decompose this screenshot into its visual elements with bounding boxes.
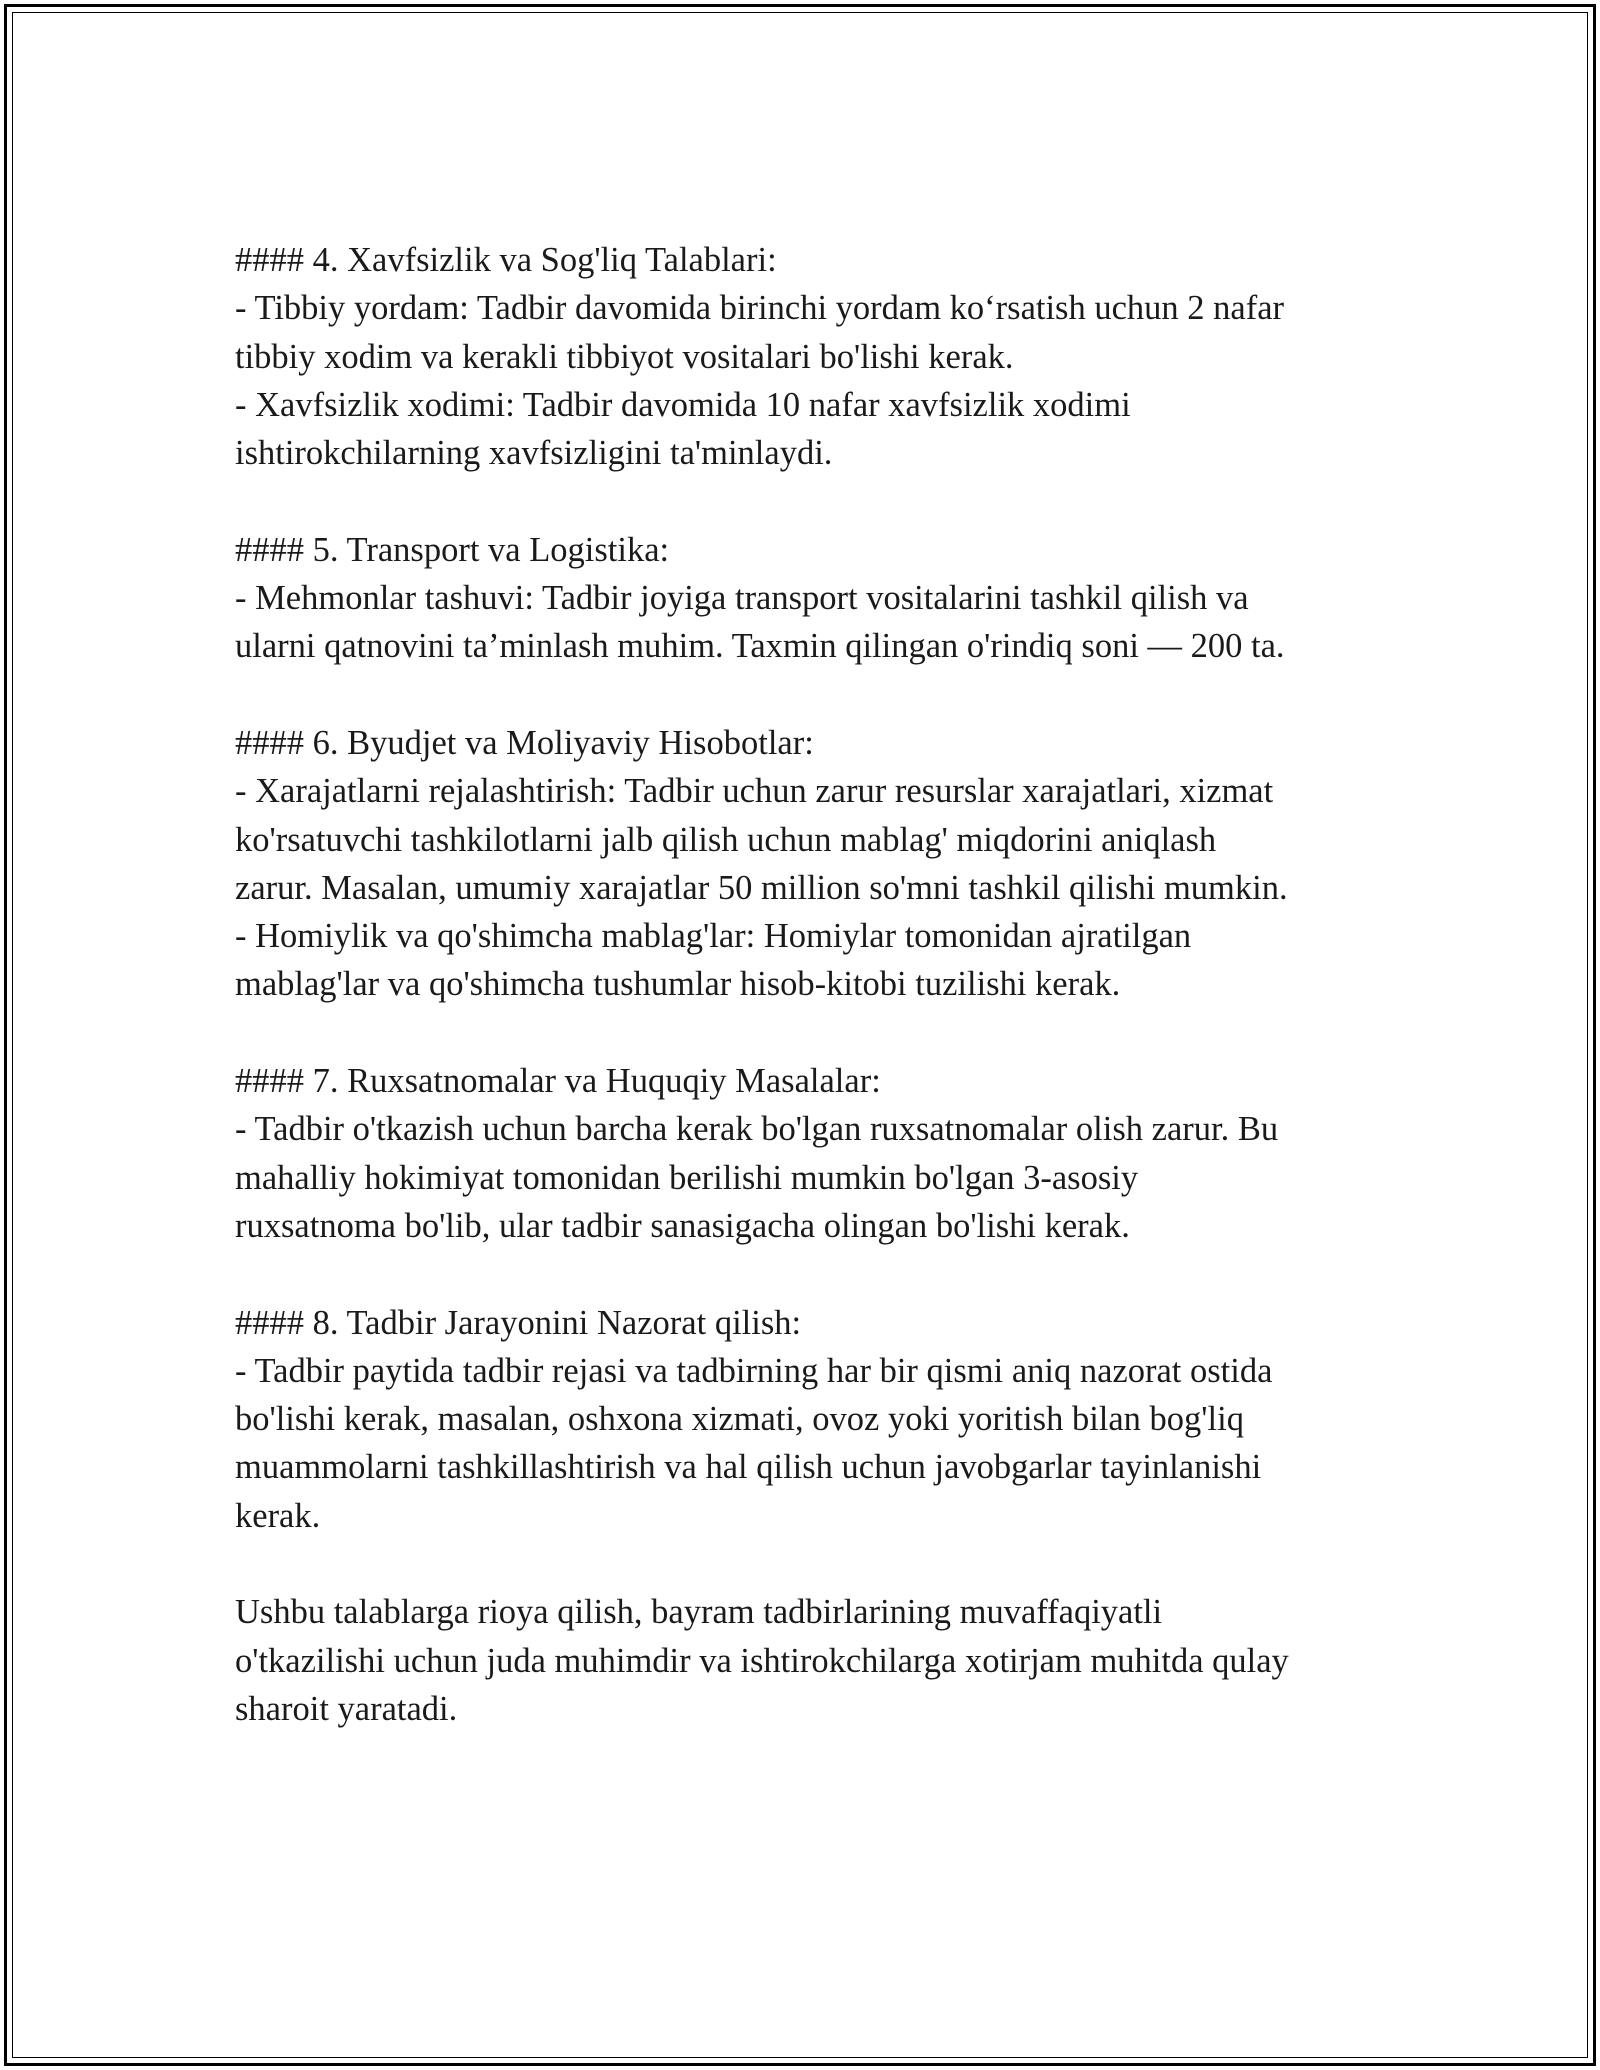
- text-line: - Xarajatlarni rejalashtirish: Tadbir uchun zarur resurslar xarajatlari, xizmat: [235, 772, 1274, 811]
- text-line: mahalliy hokimiyat tomonidan berilishi mumkin bo'lgan 3-asosiy: [235, 1158, 1139, 1197]
- text-line: - Tibbiy yordam: Tadbir davomida birinchi yordam ko‘rsatish uchun 2 nafar: [235, 289, 1285, 328]
- text-line: zarur. Masalan, umumiy xarajatlar 50 million so'mni tashkil qilishi mumkin.: [235, 868, 1288, 907]
- text-line: muammolarni tashkillashtirish va hal qilish uchun javobgarlar tayinlanishi: [235, 1448, 1262, 1487]
- text-line: - Tadbir paytida tadbir rejasi va tadbirning har bir qismi aniq nazorat ostida: [235, 1351, 1273, 1390]
- section-conclusion: [235, 1588, 1385, 1733]
- text-line: o'tkazilishi uchun juda muhimdir va ishtirokchilarga xotirjam muhitda qulay: [235, 1641, 1289, 1680]
- text-line: mablag'lar va qo'shimcha tushumlar hisob-kitobi tuzilishi kerak.: [235, 965, 1121, 1004]
- text-line: - Homiylik va qo'shimcha mablag'lar: Homiylar tomonidan ajratilgan: [235, 917, 1192, 956]
- text-line: kerak.: [235, 1496, 321, 1535]
- section-heading: #### 7. Ruxsatnomalar va Huquqiy Masalalar:: [235, 1062, 881, 1101]
- text-line: - Xavfsizlik xodimi: Tadbir davomida 10 nafar xavfsizlik xodimi: [235, 385, 1131, 424]
- text-line: sharoit yaratadi.: [235, 1689, 458, 1728]
- text-line: ruxsatnoma bo'lib, ular tadbir sanasigacha olingan bo'lishi kerak.: [235, 1206, 1130, 1245]
- text-line: - Tadbir o'tkazish uchun barcha kerak bo'lgan ruxsatnomalar olish zarur. Bu: [235, 1110, 1279, 1149]
- section-event-control: [235, 1299, 1385, 1540]
- section-budget-finance: [235, 719, 1385, 1009]
- section-permits-legal: [235, 1057, 1385, 1250]
- section-heading: #### 8. Tadbir Jarayonini Nazorat qilish:: [235, 1303, 802, 1342]
- text-line: ishtirokchilarning xavfsizligini ta'minlaydi.: [235, 434, 833, 473]
- section-security-health: [235, 236, 1385, 477]
- text-line: ularni qatnovini ta’minlash muhim. Taxmin qilingan o'rindiq soni — 200 ta.: [235, 627, 1285, 666]
- text-line: Ushbu talablarga rioya qilish, bayram tadbirlarining muvaffaqiyatli: [235, 1593, 1163, 1632]
- section-transport-logistics: [235, 526, 1385, 671]
- section-heading: #### 4. Xavfsizlik va Sog'liq Talablari:: [235, 241, 777, 279]
- text-line: bo'lishi kerak, masalan, oshxona xizmati, ovoz yoki yoritish bilan bog'liq: [235, 1400, 1244, 1439]
- section-heading: #### 5. Transport va Logistika:: [235, 530, 670, 569]
- text-line: ko'rsatuvchi tashkilotlarni jalb qilish uchun mablag' miqdorini aniqlash: [235, 820, 1217, 859]
- text-line: tibbiy xodim va kerakli tibbiyot vositalari bo'lishi kerak.: [235, 337, 1014, 376]
- document-body: [235, 236, 1385, 1782]
- text-line: - Mehmonlar tashuvi: Tadbir joyiga transport vositalarini tashkil qilish va: [235, 579, 1249, 618]
- section-heading: #### 6. Byudjet va Moliyaviy Hisobotlar:: [235, 723, 814, 762]
